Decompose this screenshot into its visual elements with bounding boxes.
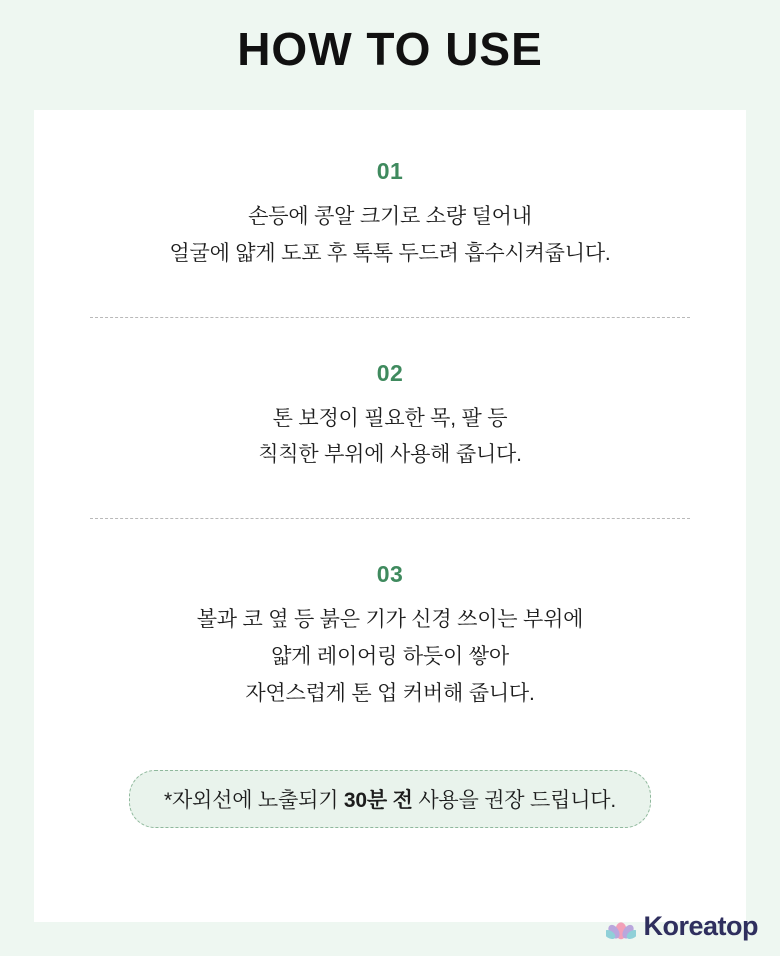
- note-container: [34, 770, 746, 828]
- step-line: 칙칙한 부위에 사용해 줍니다.: [258, 443, 522, 467]
- divider: [90, 317, 690, 318]
- lotus-icon: [606, 912, 636, 942]
- brand-logo: [606, 911, 758, 942]
- step-number: 02: [376, 359, 404, 386]
- step-line: 볼과 코 옆 등 붉은 기가 신경 쓰이는 부위에: [196, 608, 584, 631]
- note-suffix: 사용을 권장 드립니다.: [412, 789, 616, 813]
- step-text: [34, 602, 746, 712]
- brand-name: Koreatop: [643, 911, 758, 941]
- step-number: 01: [376, 158, 404, 184]
- usage-note: [129, 770, 651, 828]
- step-line: 손등에 콩알 크기로 소량 덜어내: [248, 205, 532, 228]
- step-03: [34, 561, 746, 712]
- step-line: 톤 보정이 필요한 목, 팔 등: [272, 406, 508, 430]
- step-line: 자연스럽게 톤 업 커버해 줍니다.: [245, 681, 535, 705]
- step-number: 03: [376, 561, 404, 587]
- step-01: [34, 158, 746, 273]
- divider: [90, 518, 690, 519]
- step-line: 얇게 레이어링 하듯이 쌓아: [271, 644, 509, 668]
- step-text: [34, 401, 746, 475]
- instructions-card: [34, 110, 746, 922]
- note-prefix: *자외선에 노출되기: [163, 789, 344, 813]
- page-title: HOW TO USE: [237, 23, 543, 75]
- note-highlight: 30분 전: [343, 789, 413, 813]
- step-text: [34, 199, 746, 273]
- step-02: [34, 360, 746, 475]
- step-line: 얼굴에 얇게 도포 후 톡톡 두드려 흡수시켜줍니다.: [169, 241, 611, 265]
